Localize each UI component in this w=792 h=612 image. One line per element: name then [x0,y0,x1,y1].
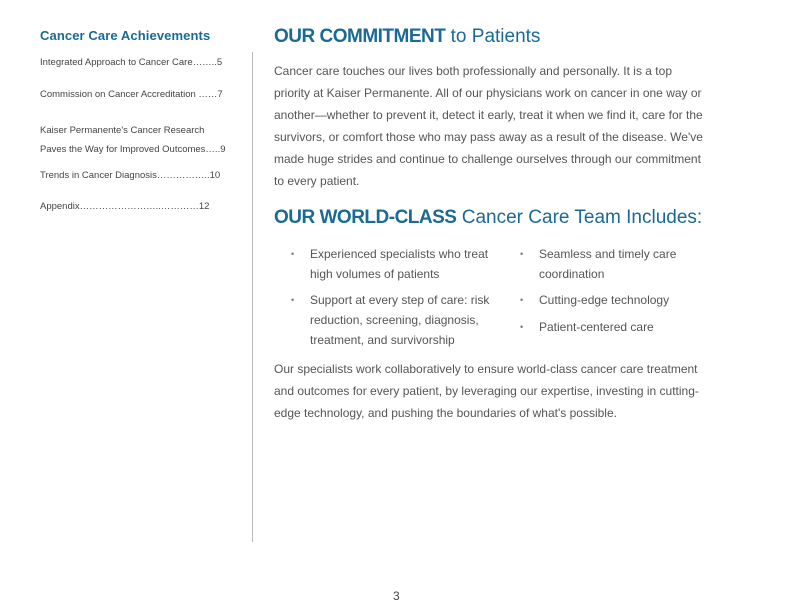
bullet-line: Seamless and timely care [539,247,677,261]
paragraph-line: priority at Kaiser Permanente. All of our physicians work on cancer in one way or [274,86,702,100]
paragraph-line: Our specialists work collaboratively to ensure world-class cancer care treatment [274,362,698,376]
bullet-line: Cutting-edge technology [539,293,670,307]
page-number: 3 [393,589,400,603]
toc-item[interactable]: Paves the Way for Improved Outcomes…..9 [40,144,226,155]
bullet-icon: • [291,295,295,305]
heading-rest: to Patients [445,26,541,47]
bullet-line: Patient-centered care [539,320,654,334]
heading-rest: Cancer Care Team Includes: [456,207,703,228]
heading-bold: OUR COMMITMENT [274,26,446,47]
bullet-line: Experienced specialists who treat [310,247,489,261]
column-divider [252,52,253,542]
paragraph-line: Cancer care touches our lives both professionally and personally. It is a top [274,64,672,78]
toc-item[interactable]: Kaiser Permanente's Cancer Research [40,125,205,136]
paragraph-line: and outcomes for every patient, by leveraging our expertise, investing in cutting- [274,384,699,398]
bullet-line: treatment, and survivorship [310,333,455,347]
commitment-heading [274,26,540,48]
paragraph-line: survivors, or comfort those who may pass away as a result of the disease. We've [274,130,703,144]
paragraph-line: another—whether to prevent it, detect it early, treat it when we find it, care for the [274,108,703,122]
paragraph-line: made huge strides and continue to challenge ourselves through our commitment [274,152,701,166]
heading-bold: OUR WORLD-CLASS [274,207,457,228]
bullet-line: Support at every step of care: risk [310,293,490,307]
bullet-icon: • [291,249,295,259]
toc-item[interactable]: Appendix……………………..…………12 [40,201,210,212]
toc-item[interactable]: Integrated Approach to Cancer Care……..5 [40,57,223,68]
bullet-icon: • [520,249,524,259]
bullet-line: high volumes of patients [310,267,440,281]
toc-title: Cancer Care Achievements [40,28,211,43]
bullet-icon: • [520,295,524,305]
bullet-icon: • [520,322,524,332]
bullet-line: coordination [539,267,605,281]
paragraph-line: edge technology, and pushing the boundaries of what's possible. [274,406,617,420]
toc-item[interactable]: Trends in Cancer Diagnosis……………..10 [40,170,221,181]
toc-item[interactable]: Commission on Cancer Accreditation ……7 [40,89,223,100]
bullet-line: reduction, screening, diagnosis, [310,313,479,327]
paragraph-line: to every patient. [274,174,360,188]
team-heading [274,207,702,229]
